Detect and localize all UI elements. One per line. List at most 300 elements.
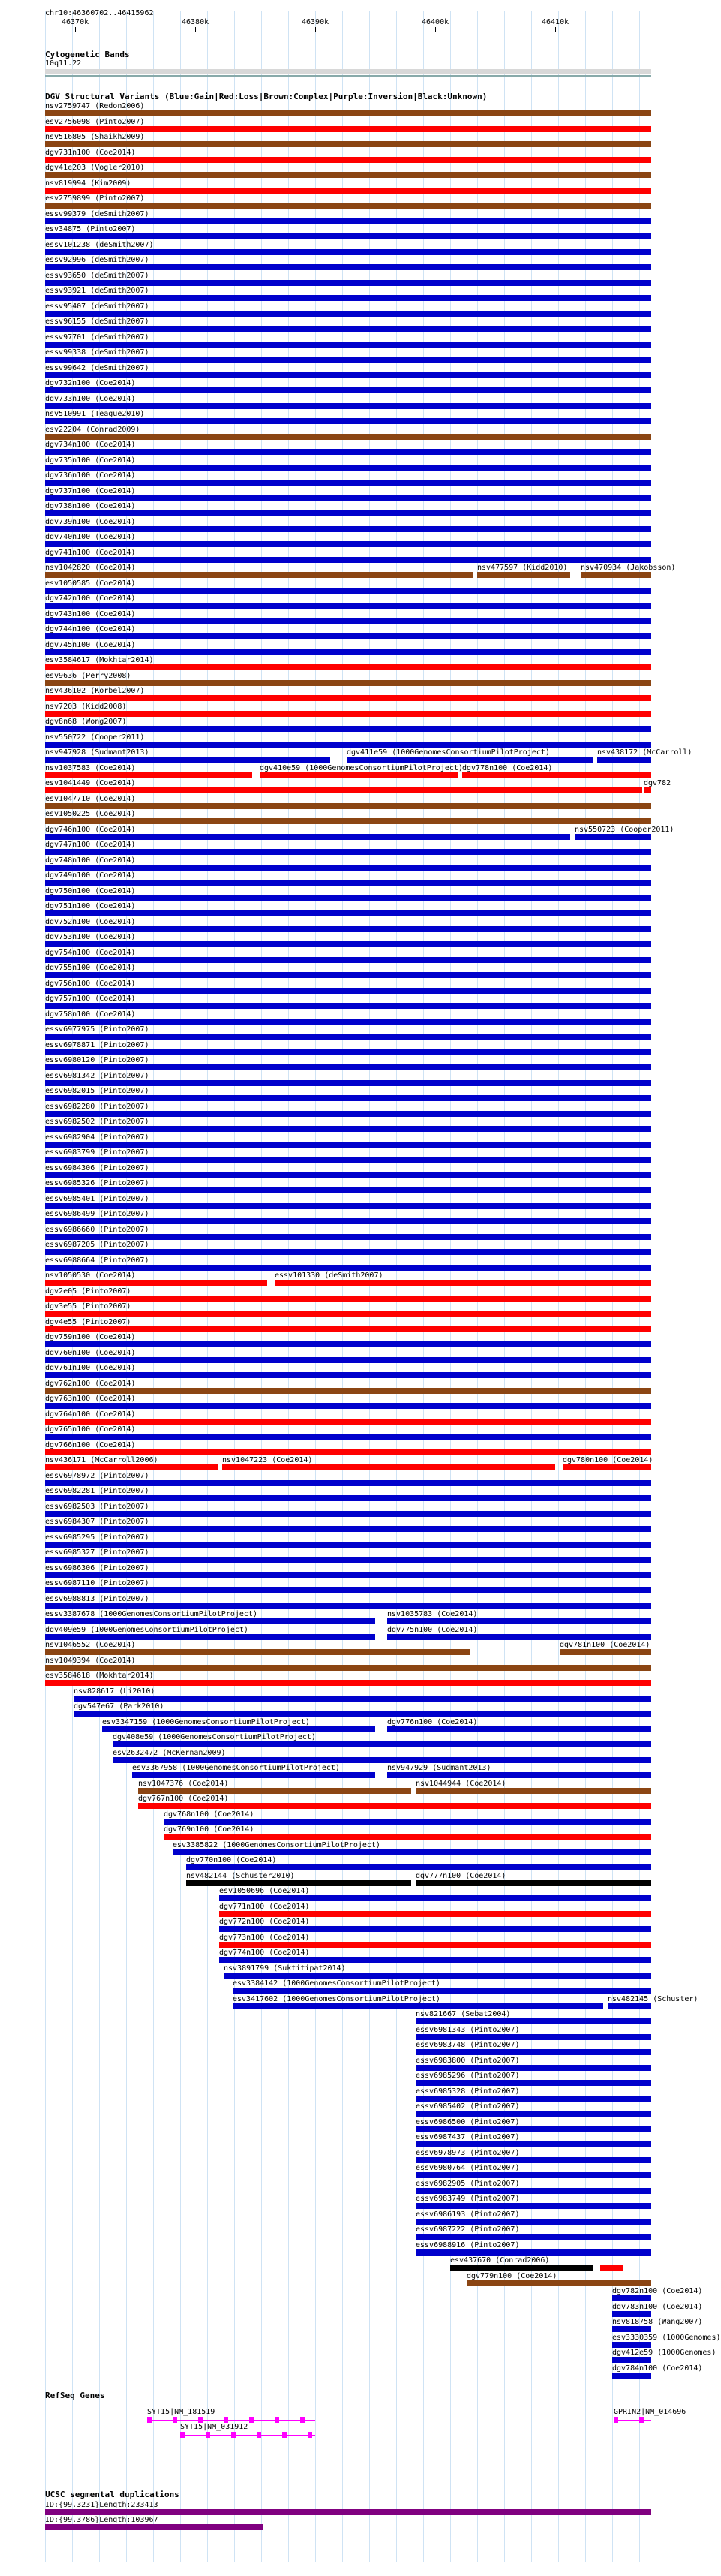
variant-bar[interactable] (45, 895, 651, 901)
variant-bar[interactable] (45, 603, 651, 609)
variant-label[interactable]: essv6984306 (Pinto2007) (45, 1164, 149, 1172)
variant-label[interactable]: nsv947929 (Sudmant2013) (387, 1764, 491, 1772)
variant-label[interactable]: esv1050696 (Coe2014) (219, 1887, 310, 1895)
variant-label[interactable]: nsv1047376 (Coe2014) (138, 1780, 229, 1788)
variant-bar[interactable] (45, 1542, 651, 1548)
variant-bar[interactable] (45, 126, 651, 132)
variant-bar[interactable] (45, 865, 651, 871)
variant-label[interactable]: nsv477597 (Kidd2010) (477, 564, 568, 572)
variant-label[interactable]: essv6984307 (Pinto2007) (45, 1518, 149, 1526)
segdup-bar[interactable] (45, 2509, 651, 2515)
variant-bar[interactable] (45, 1157, 651, 1163)
variant-bar[interactable] (45, 1403, 651, 1409)
variant-bar[interactable] (416, 1788, 651, 1794)
variant-label[interactable]: dgv734n100 (Coe2014) (45, 441, 136, 449)
variant-label[interactable]: dgv774n100 (Coe2014) (219, 1949, 310, 1957)
variant-bar[interactable] (347, 757, 593, 763)
variant-bar[interactable] (45, 311, 651, 317)
variant-label[interactable]: dgv738n100 (Coe2014) (45, 502, 136, 510)
variant-label[interactable]: essv6985327 (Pinto2007) (45, 1548, 149, 1557)
variant-bar[interactable] (45, 957, 651, 963)
variant-bar[interactable] (581, 572, 651, 578)
variant-bar[interactable] (575, 834, 651, 840)
variant-label[interactable]: dgv411e59 (1000GenomesConsortiumPilotProject) (347, 748, 550, 757)
variant-label[interactable]: dgv783n100 (Coe2014) (612, 2303, 703, 2311)
variant-label[interactable]: esv1050225 (Coe2014) (45, 810, 136, 818)
variant-label[interactable]: esv1041449 (Coe2014) (45, 779, 136, 787)
variant-label[interactable]: dgv754n100 (Coe2014) (45, 949, 136, 957)
gene-exon[interactable] (198, 2417, 203, 2423)
variant-label[interactable]: nsv1050530 (Coe2014) (45, 1271, 136, 1280)
variant-bar[interactable] (45, 1341, 651, 1347)
variant-label[interactable]: essv6988916 (Pinto2007) (416, 2241, 520, 2249)
variant-label[interactable]: dgv3e55 (Pinto2007) (45, 1302, 131, 1311)
variant-label[interactable]: esv9636 (Perry2008) (45, 672, 131, 680)
gene-backbone[interactable] (614, 2420, 651, 2421)
variant-bar[interactable] (477, 572, 570, 578)
variant-bar[interactable] (45, 264, 651, 270)
variant-label[interactable]: essv6978871 (Pinto2007) (45, 1041, 149, 1049)
variant-label[interactable]: dgv4e55 (Pinto2007) (45, 1318, 131, 1326)
variant-bar[interactable] (387, 1772, 651, 1778)
variant-bar[interactable] (612, 2342, 651, 2348)
variant-label[interactable]: essv6982904 (Pinto2007) (45, 1133, 149, 1142)
variant-bar[interactable] (45, 203, 651, 209)
variant-label[interactable]: nsv1037583 (Coe2014) (45, 764, 136, 772)
variant-label[interactable]: esv3347159 (1000GenomesConsortiumPilotProject) (102, 1718, 310, 1726)
variant-bar[interactable] (416, 1880, 651, 1886)
variant-label[interactable]: nsv1042820 (Coe2014) (45, 564, 136, 572)
variant-label[interactable]: essv6985296 (Pinto2007) (416, 2072, 520, 2080)
variant-bar[interactable] (45, 711, 651, 717)
variant-label[interactable]: essv6985328 (Pinto2007) (416, 2087, 520, 2096)
variant-label[interactable]: essv6986660 (Pinto2007) (45, 1226, 149, 1234)
variant-bar[interactable] (164, 1834, 651, 1840)
variant-label[interactable]: essv6982015 (Pinto2007) (45, 1087, 149, 1095)
variant-label[interactable]: nsv516805 (Shaikh2009) (45, 133, 145, 141)
variant-bar[interactable] (45, 326, 651, 332)
variant-label[interactable]: essv6980764 (Pinto2007) (416, 2164, 520, 2172)
variant-bar[interactable] (45, 1265, 651, 1271)
variant-label[interactable]: essv93650 (deSmith2007) (45, 272, 149, 280)
variant-bar[interactable] (563, 1464, 651, 1470)
variant-label[interactable]: essv6983799 (Pinto2007) (45, 1148, 149, 1157)
variant-label[interactable]: dgv410e59 (1000GenomesConsortiumPilotProject) (260, 764, 463, 772)
variant-bar[interactable] (45, 233, 651, 239)
variant-bar[interactable] (416, 2080, 651, 2086)
variant-label[interactable]: nsv550723 (Cooper2011) (575, 826, 674, 834)
variant-label[interactable]: essv6982503 (Pinto2007) (45, 1503, 149, 1511)
gene-exon[interactable] (308, 2432, 312, 2438)
variant-label[interactable]: dgv764n100 (Coe2014) (45, 1410, 136, 1419)
variant-label[interactable]: dgv778n100 (Coe2014) (462, 764, 553, 772)
variant-label[interactable]: nsv482144 (Schuster2010) (186, 1872, 295, 1880)
variant-bar[interactable] (260, 772, 458, 778)
variant-label[interactable]: dgv776n100 (Coe2014) (387, 1718, 478, 1726)
variant-bar[interactable] (45, 1111, 651, 1117)
variant-bar[interactable] (45, 342, 651, 348)
variant-label[interactable]: essv99642 (deSmith2007) (45, 364, 149, 372)
variant-label[interactable]: dgv782 (644, 779, 671, 787)
variant-label[interactable]: dgv41e203 (Vogler2010) (45, 164, 145, 172)
variant-bar[interactable] (45, 572, 473, 578)
variant-label[interactable]: nsv818758 (Wang2007) (612, 2318, 703, 2326)
variant-bar[interactable] (45, 1526, 651, 1532)
variant-bar[interactable] (45, 834, 570, 840)
variant-bar[interactable] (45, 1249, 651, 1255)
variant-label[interactable]: essv6981343 (Pinto2007) (416, 2026, 520, 2034)
variant-label[interactable]: nsv1049394 (Coe2014) (45, 1657, 136, 1665)
variant-bar[interactable] (45, 387, 651, 393)
variant-bar[interactable] (416, 2111, 651, 2117)
variant-bar[interactable] (45, 588, 651, 594)
variant-label[interactable]: dgv755n100 (Coe2014) (45, 964, 136, 972)
variant-bar[interactable] (45, 726, 651, 732)
segdup-label[interactable]: ID:{99.3231}Length:233413 (45, 2501, 158, 2509)
variant-label[interactable]: dgv749n100 (Coe2014) (45, 871, 136, 880)
variant-label[interactable]: essv101238 (deSmith2007) (45, 241, 154, 249)
variant-bar[interactable] (45, 633, 651, 639)
variant-label[interactable]: dgv768n100 (Coe2014) (164, 1810, 254, 1819)
variant-bar[interactable] (45, 526, 651, 532)
variant-label[interactable]: essv6988664 (Pinto2007) (45, 1256, 149, 1265)
variant-bar[interactable] (467, 2280, 651, 2286)
variant-bar[interactable] (186, 1880, 411, 1886)
variant-bar[interactable] (45, 1357, 651, 1363)
variant-label[interactable]: essv6982502 (Pinto2007) (45, 1118, 149, 1126)
variant-label[interactable]: dgv744n100 (Coe2014) (45, 625, 136, 633)
variant-label[interactable]: essv6978973 (Pinto2007) (416, 2149, 520, 2157)
variant-label[interactable]: essv97701 (deSmith2007) (45, 333, 149, 342)
variant-label[interactable]: nsv550722 (Cooper2011) (45, 733, 145, 742)
variant-label[interactable]: essv6983800 (Pinto2007) (416, 2057, 520, 2065)
variant-bar[interactable] (186, 1864, 651, 1870)
variant-label[interactable]: essv6985295 (Pinto2007) (45, 1533, 149, 1542)
variant-bar[interactable] (45, 449, 651, 455)
variant-bar[interactable] (45, 1218, 651, 1224)
gene-exon[interactable] (147, 2417, 152, 2423)
variant-label[interactable]: essv6985402 (Pinto2007) (416, 2102, 520, 2111)
variant-bar[interactable] (45, 1511, 651, 1517)
variant-label[interactable]: dgv412e59 (1000Genomes) (612, 2349, 716, 2357)
variant-label[interactable]: dgv745n100 (Coe2014) (45, 641, 136, 649)
variant-bar[interactable] (74, 1696, 651, 1702)
variant-bar[interactable] (113, 1741, 651, 1747)
variant-bar[interactable] (387, 1726, 651, 1732)
variant-bar[interactable] (138, 1803, 651, 1809)
variant-bar[interactable] (113, 1757, 651, 1763)
variant-label[interactable]: dgv765n100 (Coe2014) (45, 1425, 136, 1434)
variant-label[interactable]: dgv784n100 (Coe2014) (612, 2364, 703, 2373)
variant-bar[interactable] (219, 1911, 651, 1917)
variant-label[interactable]: esv3385822 (1000GenomesConsortiumPilotProject) (173, 1841, 380, 1849)
variant-bar[interactable] (275, 1280, 651, 1286)
variant-bar[interactable] (416, 2126, 651, 2132)
variant-bar[interactable] (45, 280, 651, 286)
variant-label[interactable]: dgv775n100 (Coe2014) (387, 1626, 478, 1634)
gene-exon[interactable] (224, 2417, 228, 2423)
variant-bar[interactable] (45, 1680, 651, 1686)
variant-bar[interactable] (45, 664, 651, 670)
variant-label[interactable]: dgv771n100 (Coe2014) (219, 1903, 310, 1911)
variant-label[interactable]: essv6988813 (Pinto2007) (45, 1595, 149, 1603)
variant-label[interactable]: esv2756098 (Pinto2007) (45, 118, 145, 126)
variant-bar[interactable] (45, 1464, 218, 1470)
variant-bar[interactable] (102, 1726, 375, 1732)
variant-label[interactable]: esv3384142 (1000GenomesConsortiumPilotProject) (233, 1979, 440, 1988)
variant-bar[interactable] (45, 972, 651, 978)
variant-label[interactable]: essv6986500 (Pinto2007) (416, 2118, 520, 2126)
variant-bar[interactable] (45, 695, 651, 701)
variant-label[interactable]: dgv761n100 (Coe2014) (45, 1364, 136, 1372)
variant-bar[interactable] (45, 1372, 651, 1378)
variant-bar[interactable] (219, 1926, 651, 1932)
variant-bar[interactable] (45, 1019, 651, 1025)
variant-bar[interactable] (45, 649, 651, 655)
variant-bar[interactable] (45, 680, 651, 686)
variant-label[interactable]: essv6981342 (Pinto2007) (45, 1072, 149, 1080)
variant-bar[interactable] (45, 541, 651, 547)
variant-bar[interactable] (45, 1034, 651, 1040)
variant-bar[interactable] (597, 757, 651, 763)
variant-bar[interactable] (224, 1973, 651, 1979)
variant-label[interactable]: dgv735n100 (Coe2014) (45, 456, 136, 465)
variant-label[interactable]: nsv7203 (Kidd2008) (45, 703, 127, 711)
variant-label[interactable]: nsv1047223 (Coe2014) (222, 1456, 313, 1464)
segdup-label[interactable]: ID:{99.3786}Length:103967 (45, 2516, 158, 2524)
variant-label[interactable]: dgv751n100 (Coe2014) (45, 902, 136, 910)
variant-label[interactable]: essv3387678 (1000GenomesConsortiumPilotProject) (45, 1610, 257, 1618)
variant-bar[interactable] (612, 2357, 651, 2363)
variant-bar[interactable] (45, 910, 651, 916)
variant-label[interactable]: esv1050585 (Coe2014) (45, 579, 136, 588)
variant-bar[interactable] (45, 218, 651, 224)
variant-label[interactable]: dgv2e05 (Pinto2007) (45, 1287, 131, 1296)
variant-bar[interactable] (45, 434, 651, 440)
variant-bar[interactable] (450, 2265, 593, 2271)
variant-label[interactable]: dgv733n100 (Coe2014) (45, 395, 136, 403)
variant-bar[interactable] (233, 2003, 603, 2009)
variant-label[interactable]: nsv828617 (Li2010) (74, 1687, 155, 1696)
variant-label[interactable]: esv1047710 (Coe2014) (45, 795, 136, 803)
variant-bar[interactable] (45, 1449, 651, 1455)
variant-label[interactable]: essv6986499 (Pinto2007) (45, 1210, 149, 1218)
gene-label[interactable]: SYT15|NM_181519 (147, 2408, 215, 2416)
variant-bar[interactable] (45, 772, 252, 778)
variant-bar[interactable] (45, 1126, 651, 1132)
variant-bar[interactable] (45, 618, 651, 624)
variant-bar[interactable] (45, 188, 651, 194)
variant-bar[interactable] (416, 2034, 651, 2040)
variant-label[interactable]: dgv762n100 (Coe2014) (45, 1380, 136, 1388)
variant-bar[interactable] (45, 418, 651, 424)
variant-label[interactable]: dgv756n100 (Coe2014) (45, 980, 136, 988)
variant-bar[interactable] (45, 172, 651, 178)
variant-label[interactable]: nsv2759747 (Redon2006) (45, 102, 145, 110)
variant-bar[interactable] (612, 2311, 651, 2317)
gene-exon[interactable] (282, 2432, 287, 2438)
variant-bar[interactable] (416, 2249, 651, 2256)
variant-label[interactable]: nsv947928 (Sudmant2013) (45, 748, 149, 757)
variant-label[interactable]: nsv1035783 (Coe2014) (387, 1610, 478, 1618)
gene-exon[interactable] (300, 2417, 305, 2423)
variant-bar[interactable] (45, 1203, 651, 1209)
variant-label[interactable]: dgv770n100 (Coe2014) (186, 1856, 277, 1864)
variant-bar[interactable] (45, 941, 651, 947)
gene-exon[interactable] (173, 2417, 177, 2423)
variant-label[interactable]: essv101330 (deSmith2007) (275, 1271, 383, 1280)
variant-label[interactable]: essv95407 (deSmith2007) (45, 302, 149, 311)
variant-bar[interactable] (612, 2326, 651, 2332)
variant-bar[interactable] (45, 1234, 651, 1240)
variant-label[interactable]: nsv510991 (Teague2010) (45, 410, 145, 418)
variant-label[interactable]: essv92996 (deSmith2007) (45, 256, 149, 264)
segdup-bar[interactable] (45, 2524, 263, 2530)
variant-label[interactable]: dgv777n100 (Coe2014) (416, 1872, 506, 1880)
variant-bar[interactable] (74, 1711, 651, 1717)
variant-label[interactable]: dgv8n68 (Wong2007) (45, 718, 127, 726)
gene-exon[interactable] (639, 2417, 644, 2423)
variant-bar[interactable] (387, 1634, 651, 1640)
variant-bar[interactable] (45, 1280, 267, 1286)
variant-label[interactable]: dgv731n100 (Coe2014) (45, 149, 136, 157)
variant-bar[interactable] (45, 1649, 470, 1655)
variant-label[interactable]: dgv781n100 (Coe2014) (560, 1641, 650, 1649)
gene-exon[interactable] (275, 2417, 279, 2423)
variant-bar[interactable] (45, 1419, 651, 1425)
variant-label[interactable]: esv3417602 (1000GenomesConsortiumPilotProject) (233, 1995, 440, 2003)
variant-label[interactable]: dgv743n100 (Coe2014) (45, 610, 136, 618)
variant-bar[interactable] (416, 2188, 651, 2194)
variant-label[interactable]: dgv409e59 (1000GenomesConsortiumPilotProject) (45, 1626, 248, 1634)
variant-bar[interactable] (173, 1849, 651, 1855)
variant-bar[interactable] (45, 403, 651, 409)
variant-label[interactable]: nsv3891799 (Suktitipat2014) (224, 1964, 346, 1973)
gene-backbone[interactable] (180, 2435, 315, 2436)
variant-bar[interactable] (612, 2295, 651, 2301)
variant-label[interactable]: dgv408e59 (1000GenomesConsortiumPilotProject) (113, 1733, 316, 1741)
variant-bar[interactable] (45, 1095, 651, 1101)
variant-bar[interactable] (45, 988, 651, 994)
variant-label[interactable]: essv6987110 (Pinto2007) (45, 1579, 149, 1587)
variant-label[interactable]: nsv1044944 (Coe2014) (416, 1780, 506, 1788)
variant-label[interactable]: essv6980120 (Pinto2007) (45, 1056, 149, 1064)
variant-bar[interactable] (45, 757, 330, 763)
variant-bar[interactable] (45, 818, 651, 824)
variant-bar[interactable] (45, 495, 651, 501)
variant-bar[interactable] (45, 249, 651, 255)
variant-bar[interactable] (560, 1649, 651, 1655)
variant-label[interactable]: nsv470934 (Jakobsson) (581, 564, 676, 572)
variant-bar[interactable] (45, 742, 651, 748)
variant-label[interactable]: essv6977975 (Pinto2007) (45, 1025, 149, 1034)
variant-label[interactable]: essv6982281 (Pinto2007) (45, 1487, 149, 1495)
variant-bar[interactable] (164, 1819, 651, 1825)
variant-label[interactable]: essv6982280 (Pinto2007) (45, 1103, 149, 1111)
variant-label[interactable]: esv34875 (Pinto2007) (45, 225, 136, 233)
variant-bar[interactable] (45, 1665, 651, 1671)
variant-bar[interactable] (416, 2203, 651, 2209)
variant-label[interactable]: dgv759n100 (Coe2014) (45, 1333, 136, 1341)
variant-label[interactable]: dgv747n100 (Coe2014) (45, 841, 136, 849)
variant-bar[interactable] (45, 1434, 651, 1440)
variant-label[interactable]: nsv819994 (Kim2009) (45, 179, 131, 188)
variant-label[interactable]: essv6986306 (Pinto2007) (45, 1564, 149, 1572)
gene-exon[interactable] (231, 2432, 236, 2438)
variant-label[interactable]: essv93921 (deSmith2007) (45, 287, 149, 295)
variant-bar[interactable] (45, 372, 651, 378)
variant-bar[interactable] (45, 787, 642, 793)
variant-label[interactable]: essv6985401 (Pinto2007) (45, 1195, 149, 1203)
variant-label[interactable]: essv99379 (deSmith2007) (45, 210, 149, 218)
variant-bar[interactable] (45, 1495, 651, 1501)
variant-label[interactable]: essv6986193 (Pinto2007) (416, 2210, 520, 2219)
variant-bar[interactable] (219, 1957, 651, 1963)
variant-label[interactable]: dgv737n100 (Coe2014) (45, 487, 136, 495)
variant-label[interactable]: dgv767n100 (Coe2014) (138, 1795, 229, 1803)
variant-bar[interactable] (612, 2373, 651, 2379)
variant-label[interactable]: dgv780n100 (Coe2014) (563, 1456, 653, 1464)
variant-bar[interactable] (416, 2018, 651, 2024)
gene-label[interactable]: SYT15|NM_031912 (180, 2423, 248, 2431)
gene-exon[interactable] (249, 2417, 254, 2423)
variant-label[interactable]: essv96155 (deSmith2007) (45, 317, 149, 326)
variant-label[interactable]: dgv742n100 (Coe2014) (45, 594, 136, 603)
variant-bar[interactable] (45, 1587, 651, 1593)
variant-bar[interactable] (45, 480, 651, 486)
variant-bar[interactable] (416, 2172, 651, 2178)
variant-label[interactable]: dgv739n100 (Coe2014) (45, 518, 136, 526)
variant-bar[interactable] (416, 2234, 651, 2240)
variant-bar[interactable] (45, 465, 651, 471)
variant-bar[interactable] (45, 141, 651, 147)
variant-label[interactable]: esv2632472 (McKernan2009) (113, 1749, 226, 1757)
variant-label[interactable]: nsv436102 (Korbel2007) (45, 687, 145, 695)
variant-bar[interactable] (222, 1464, 555, 1470)
variant-bar[interactable] (45, 1326, 651, 1332)
variant-bar[interactable] (45, 510, 651, 516)
variant-bar[interactable] (45, 1388, 651, 1394)
variant-label[interactable]: essv6985326 (Pinto2007) (45, 1179, 149, 1187)
variant-label[interactable]: dgv773n100 (Coe2014) (219, 1934, 310, 1942)
variant-label[interactable]: dgv769n100 (Coe2014) (164, 1825, 254, 1834)
variant-label[interactable]: nsv1046552 (Coe2014) (45, 1641, 136, 1649)
variant-label[interactable]: esv2759899 (Pinto2007) (45, 194, 145, 203)
variant-bar[interactable] (600, 2265, 623, 2271)
variant-label[interactable]: nsv482145 (Schuster) (608, 1995, 698, 2003)
variant-bar[interactable] (416, 2096, 651, 2102)
variant-bar[interactable] (233, 1988, 651, 1994)
variant-label[interactable]: dgv736n100 (Coe2014) (45, 471, 136, 480)
variant-label[interactable]: esv22204 (Conrad2009) (45, 426, 140, 434)
variant-bar[interactable] (45, 1603, 651, 1609)
variant-label[interactable]: dgv741n100 (Coe2014) (45, 549, 136, 557)
variant-bar[interactable] (45, 295, 651, 301)
variant-bar[interactable] (416, 2049, 651, 2055)
variant-label[interactable]: essv6987205 (Pinto2007) (45, 1241, 149, 1249)
gene-exon[interactable] (257, 2432, 261, 2438)
variant-label[interactable]: essv6983748 (Pinto2007) (416, 2041, 520, 2049)
variant-bar[interactable] (45, 357, 651, 363)
variant-bar[interactable] (45, 1296, 651, 1302)
variant-bar[interactable] (45, 1634, 375, 1640)
variant-label[interactable]: dgv746n100 (Coe2014) (45, 826, 136, 834)
variant-bar[interactable] (45, 1480, 651, 1486)
gene-exon[interactable] (206, 2432, 210, 2438)
variant-label[interactable]: nsv438172 (McCarroll) (597, 748, 692, 757)
variant-bar[interactable] (45, 803, 651, 809)
variant-label[interactable]: essv6982905 (Pinto2007) (416, 2180, 520, 2188)
